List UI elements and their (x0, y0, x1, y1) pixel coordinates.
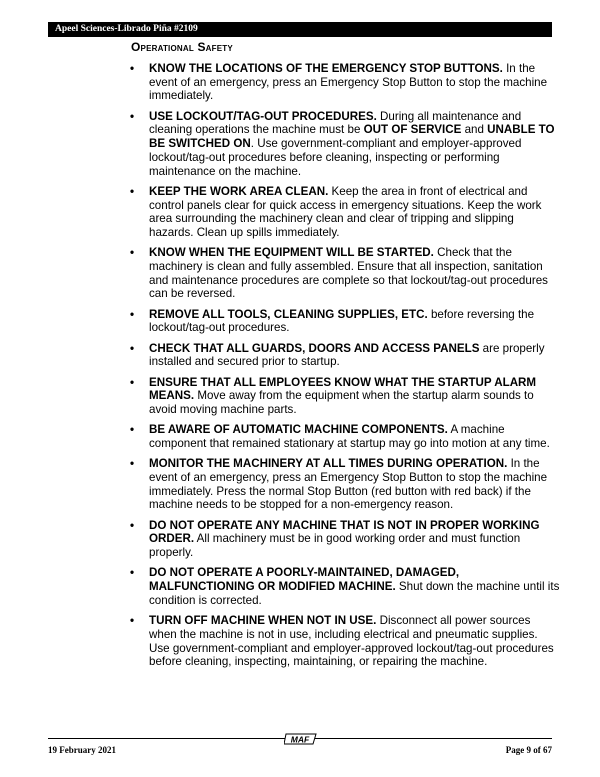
bullet-icon: • (130, 246, 135, 260)
maf-logo-icon (284, 731, 318, 747)
item-text: All machinery must be in good working order and must function properly. (149, 532, 521, 560)
item-heading: BE AWARE OF AUTOMATIC MACHINE COMPONENTS. (149, 423, 448, 437)
bullet-icon: • (130, 184, 135, 198)
item-heading: KEEP THE WORK AREA CLEAN. (149, 184, 329, 198)
item-text: Keep the area in front of electrical and control panels clear for quick access in emergency situations. Keep the work area surrounding the machinery clean and clear of tripping and slipping hazards. Clean up spills immediately. (149, 184, 542, 239)
item-text: Check that the machinery is clean and fully assembled. Ensure that all inspection, sanitation and maintenance procedures are complete so that lockout/tag-out procedures can be reversed. (149, 246, 548, 301)
list-item (128, 62, 560, 103)
section-title: Operational Safety (131, 40, 233, 54)
list-item (128, 423, 560, 450)
bullet-icon: • (130, 307, 135, 321)
footer-page-number: Page 9 of 67 (505, 745, 552, 755)
list-item (128, 185, 560, 240)
bullet-icon: • (130, 109, 135, 123)
item-text: In the event of an emergency, press an Emergency Stop Button to stop the machine immediately. Press the normal Stop Button (red button with red back) if the machine needs to be stopped for a non-emergency reason. (149, 457, 548, 512)
list-item (128, 457, 560, 512)
bullet-icon: • (130, 518, 135, 532)
item-heading: KNOW WHEN THE EQUIPMENT WILL BE STARTED. (149, 246, 434, 260)
item-text: Move away from the equipment when the startup alarm sounds to avoid moving machine parts. (149, 389, 534, 417)
item-text: During all maintenance and cleaning operations the machine must be (149, 109, 522, 137)
list-item (128, 342, 560, 369)
list-item (128, 308, 560, 335)
bullet-icon: • (130, 457, 135, 471)
item-text: Disconnect all power sources when the machine is not in use, including electrical and pneumatic supplies. Use government-compliant and employer-approved lockout/tag-out procedures before cleaning, inspecting, maintaining, or repairing the machine. (149, 614, 554, 669)
bullet-icon: • (130, 614, 135, 628)
bullet-icon: • (130, 423, 135, 437)
list-item (128, 566, 560, 607)
item-emphasis: OUT OF SERVICE (363, 123, 462, 137)
item-text: A machine component that remained stationary at startup may go into motion at any time. (149, 423, 550, 451)
bullet-icon: • (130, 62, 135, 75)
item-text: before reversing the lockout/tag-out procedures. (149, 307, 535, 335)
item-text: Shut down the machine until its condition is corrected. (149, 580, 560, 607)
item-heading: ENSURE THAT ALL EMPLOYEES KNOW WHAT THE STARTUP ALARM MEANS. (149, 375, 537, 403)
item-heading: CHECK THAT ALL GUARDS, DOORS AND ACCESS PANELS (149, 341, 480, 355)
bullet-icon: • (130, 341, 135, 355)
bullet-icon: • (130, 566, 135, 580)
item-heading: TURN OFF MACHINE WHEN NOT IN USE. (149, 614, 377, 628)
footer-date: 19 February 2021 (48, 745, 116, 755)
item-heading: MONITOR THE MACHINERY AT ALL TIMES DURING OPERATION. (149, 457, 508, 471)
safety-list (128, 62, 560, 676)
item-text: In the event of an emergency, press an Emergency Stop Button to stop the machine immediately. (149, 62, 548, 103)
list-item (128, 614, 560, 669)
item-text: are properly installed and secured prior to startup. (149, 341, 545, 369)
list-item (128, 246, 560, 301)
list-item (128, 110, 560, 179)
item-text: . Use government-compliant and employer-approved lockout/tag-out procedures before cleaning, inspecting or performing maintenance on the machine. (149, 137, 522, 178)
item-heading: USE LOCKOUT/TAG-OUT PROCEDURES. (149, 109, 377, 123)
item-heading: DO NOT OPERATE A POORLY-MAINTAINED, DAMAGED, MALFUNCTIONING OR MODIFIED MACHINE. (149, 566, 460, 594)
page-header: Apeel Sciences-Librado Piña #2109 (48, 22, 552, 37)
item-heading: KNOW THE LOCATIONS OF THE EMERGENCY STOP BUTTONS. (149, 62, 503, 75)
item-emphasis: UNABLE TO BE SWITCHED ON (149, 123, 555, 151)
item-heading: DO NOT OPERATE ANY MACHINE THAT IS NOT IN PROPER WORKING ORDER. (149, 518, 540, 546)
bullet-icon: • (130, 375, 135, 389)
list-item (128, 519, 560, 560)
item-heading: REMOVE ALL TOOLS, CLEANING SUPPLIES, ETC. (149, 307, 428, 321)
logo-text: MAF (290, 734, 310, 745)
list-item (128, 376, 560, 417)
item-text: and (461, 123, 488, 137)
